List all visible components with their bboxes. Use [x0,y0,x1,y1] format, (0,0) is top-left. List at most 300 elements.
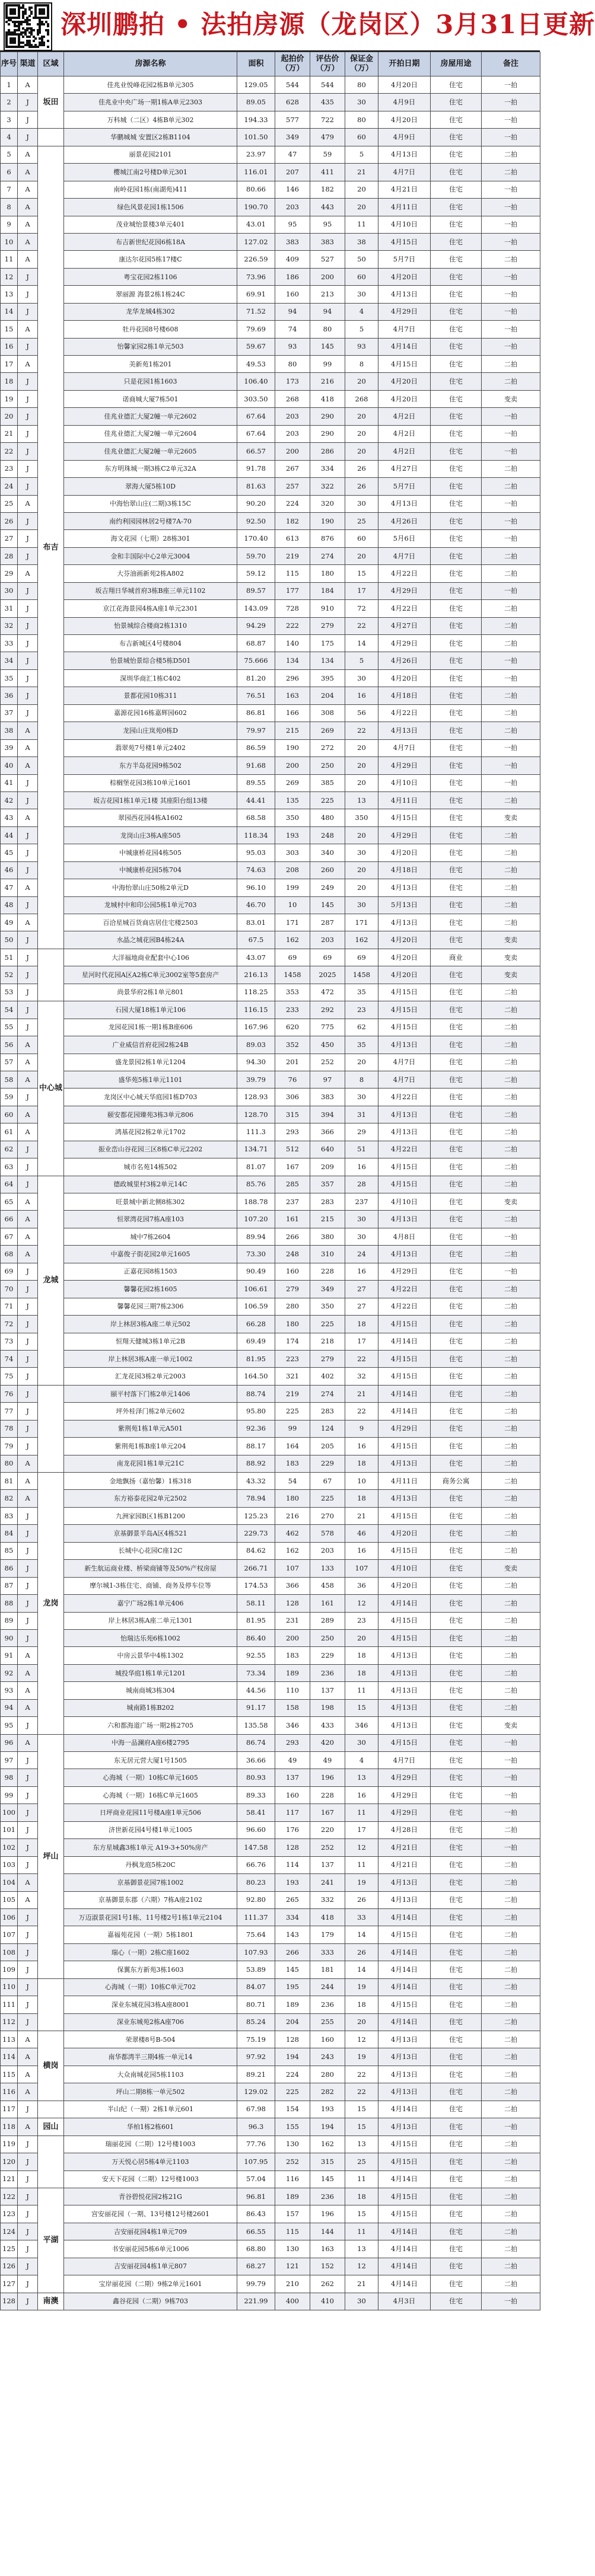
row-seq: 82 [1,1490,18,1507]
row-date: 4月13日 [378,2083,431,2101]
row-estimate: 262 [310,2275,345,2293]
row-date: 4月13日 [378,1664,431,1681]
table-row [1,896,540,914]
row-seq: 54 [1,1001,18,1019]
table-row [1,321,540,338]
row-use: 住宅 [431,1682,482,1699]
row-estimate: 333 [310,1943,345,1961]
row-channel: A [18,321,38,338]
row-note: 二拍 [482,1123,540,1141]
row-area: 67.5 [237,931,275,949]
row-area: 107.93 [237,1943,275,1961]
row-note: 二拍 [482,2136,540,2153]
row-date: 4月10日 [378,1560,431,1577]
row-estimate: 152 [310,2258,345,2275]
row-deposit: 36 [345,1577,378,1594]
row-channel: A [18,216,38,233]
row-area: 90.49 [237,1263,275,1280]
row-name: 百洽星城百货商店居住宅楼2503 [64,914,237,931]
table-row [1,652,540,669]
row-date: 4月13日 [378,1891,431,1908]
row-deposit: 20 [345,826,378,844]
row-name: 半山纪（一期）2栋1单元601 [64,2101,237,2118]
row-name: 青谷碧悦花园2栋21G [64,2188,237,2205]
row-name: 旺景城中新北侧8栋302 [64,1193,237,1211]
table-row [1,76,540,94]
row-deposit: 30 [345,286,378,303]
row-date: 4月15日 [378,1926,431,1943]
row-start-price: 409 [275,251,310,268]
row-start-price: 199 [275,879,310,896]
row-area: 80.93 [237,1769,275,1786]
row-seq: 128 [1,2293,18,2310]
table-row [1,1961,540,1978]
row-date: 4月21日 [378,1856,431,1873]
row-seq: 97 [1,1752,18,1769]
row-name: 诺商城大厦7栋501 [64,390,237,407]
row-area: 106.61 [237,1281,275,1298]
row-seq: 71 [1,1298,18,1315]
row-start-price: 157 [275,2205,310,2223]
row-deposit: 11 [345,1804,378,1821]
row-start-price: 146 [275,181,310,198]
row-use: 住宅 [431,1246,482,1263]
row-channel: J [18,1804,38,1821]
row-start-price: 613 [275,530,310,547]
row-use: 住宅 [431,1926,482,1943]
table-row [1,600,540,617]
row-use: 住宅 [431,687,482,704]
row-name: 万天悦心居5栋4单元1103 [64,2153,237,2170]
row-channel: J [18,443,38,460]
row-seq: 5 [1,146,18,163]
row-estimate: 332 [310,1891,345,1908]
table-row [1,356,540,373]
row-start-price: 94 [275,303,310,320]
row-use: 住宅 [431,2205,482,2223]
row-channel: A [18,2066,38,2083]
row-start-price: 193 [275,1874,310,1891]
row-channel: J [18,1420,38,1437]
row-estimate: 229 [310,1647,345,1664]
row-use: 住宅 [431,199,482,216]
row-estimate: 876 [310,530,345,547]
row-use: 住宅 [431,2031,482,2048]
table-row [1,1071,540,1088]
row-area: 226.59 [237,251,275,268]
row-area: 59.67 [237,338,275,355]
row-name: 保翼东方新苑3栋1603 [64,1961,237,1978]
row-start-price: 203 [275,199,310,216]
row-note: 二拍 [482,547,540,564]
row-estimate: 243 [310,2048,345,2066]
row-start-price: 74 [275,321,310,338]
row-channel: J [18,478,38,495]
table-row [1,2205,540,2223]
row-start-price: 269 [275,774,310,791]
row-name: 深业东城苑2栋A座706 [64,2013,237,2031]
row-seq: 109 [1,1961,18,1978]
row-deposit: 20 [345,181,378,198]
table-row [1,251,540,268]
row-date: 4月22日 [378,600,431,617]
row-use: 住宅 [431,2170,482,2188]
row-date: 4月13日 [378,1717,431,1734]
row-seq: 49 [1,914,18,931]
row-use: 住宅 [431,1298,482,1315]
row-seq: 60 [1,1106,18,1123]
row-channel: A [18,565,38,582]
row-name: 汇龙花园3栋2单元2003 [64,1368,237,1385]
table-row [1,1350,540,1367]
row-use: 住宅 [431,1089,482,1106]
row-seq: 42 [1,791,18,809]
row-use: 住宅 [431,896,482,914]
row-name: 中房云景华中4栋1302 [64,1647,237,1664]
row-deposit: 5 [345,146,378,163]
row-channel: J [18,704,38,722]
row-start-price: 145 [275,1961,310,1978]
row-start-price: 577 [275,111,310,128]
row-deposit: 21 [345,1507,378,1524]
row-start-price: 183 [275,1455,310,1472]
row-seq: 98 [1,1769,18,1786]
row-use: 商务公寓 [431,1473,482,1490]
row-name: 万迈淑景花园1号1栋、11号楼2号1栋1单元2104 [64,1908,237,1926]
row-note: 二拍 [482,2031,540,2048]
row-area: 95.80 [237,1403,275,1420]
row-estimate: 283 [310,1193,345,1211]
row-note: 二拍 [482,1385,540,1402]
row-use: 住宅 [431,1403,482,1420]
row-name: 中海怡翠山庄50栋2单元D [64,879,237,896]
row-date: 4月29日 [378,1786,431,1803]
row-channel: J [18,2293,38,2310]
row-note: 一拍 [482,495,540,512]
row-channel: J [18,338,38,355]
row-name: 佳兆业悦峰花园2栋B单元305 [64,76,237,94]
table-row [1,2240,540,2258]
row-start-price: 219 [275,547,310,564]
row-note: 二拍 [482,984,540,1001]
row-deposit: 11 [345,2223,378,2240]
row-channel: A [18,757,38,774]
row-estimate: 220 [310,1821,345,1838]
row-channel: A [18,146,38,163]
row-channel: A [18,1455,38,1472]
row-seq: 37 [1,704,18,722]
row-use: 住宅 [431,826,482,844]
row-date: 4月29日 [378,303,431,320]
row-date: 4月11日 [378,1473,431,1490]
row-deposit: 21 [345,2275,378,2293]
row-use: 住宅 [431,1176,482,1193]
table-row [1,2013,540,2031]
row-channel: A [18,164,38,181]
row-note: 二拍 [482,2153,540,2170]
row-note: 二拍 [482,251,540,268]
row-estimate: 479 [310,129,345,146]
row-area: 143.09 [237,600,275,617]
row-seq: 69 [1,1263,18,1280]
row-district: 平湖 [38,2188,64,2293]
row-use: 住宅 [431,1978,482,1996]
row-deposit: 51 [345,1141,378,1158]
row-estimate: 69 [310,949,345,966]
row-date: 4月10日 [378,1193,431,1211]
row-use: 住宅 [431,600,482,617]
row-use: 住宅 [431,2136,482,2153]
row-channel: J [18,512,38,529]
row-use: 住宅 [431,2083,482,2101]
row-note: 二拍 [482,826,540,844]
row-date: 4月13日 [378,1036,431,1054]
row-channel: J [18,1943,38,1961]
row-use: 住宅 [431,460,482,477]
row-date: 4月13日 [378,1647,431,1664]
row-note: 一拍 [482,1839,540,1856]
row-channel: J [18,791,38,809]
col-header-deposit: 保证金（万） [345,52,378,76]
row-use: 住宅 [431,704,482,722]
row-channel: A [18,1246,38,1263]
row-seq: 87 [1,1577,18,1594]
row-date: 4月15日 [378,2153,431,2170]
row-note: 一拍 [482,129,540,146]
row-date: 4月13日 [378,1682,431,1699]
row-seq: 45 [1,844,18,861]
row-deposit: 16 [345,687,378,704]
row-channel: J [18,111,38,128]
row-estimate: 162 [310,2136,345,2153]
row-seq: 22 [1,443,18,460]
row-note: 一拍 [482,1769,540,1786]
row-use: 住宅 [431,1595,482,1612]
table-row [1,129,540,146]
row-deposit: 17 [345,1821,378,1838]
row-use: 住宅 [431,2240,482,2258]
row-estimate: 244 [310,1978,345,1996]
table-row [1,1926,540,1943]
col-header-channel: 渠道 [18,52,38,76]
row-note: 二拍 [482,1978,540,1996]
row-channel: J [18,984,38,1001]
row-channel: J [18,94,38,111]
row-name: 海文花园（七期）28栋301 [64,530,237,547]
row-estimate: 145 [310,896,345,914]
row-deposit: 25 [345,2153,378,2170]
row-date: 4月14日 [378,1908,431,1926]
row-channel: J [18,1438,38,1455]
row-estimate: 97 [310,1071,345,1088]
row-note: 一拍 [482,76,540,94]
table-row [1,1839,540,1856]
row-start-price: 400 [275,2293,310,2310]
row-deposit: 1458 [345,966,378,984]
row-name: 深圳华商汇1栋C402 [64,669,237,687]
row-estimate: 402 [310,1368,345,1385]
row-channel: J [18,600,38,617]
row-area: 67.64 [237,425,275,442]
row-start-price: 130 [275,2240,310,2258]
row-area: 58.11 [237,1595,275,1612]
row-start-price: 225 [275,1403,310,1420]
table-row [1,1036,540,1054]
row-use: 住宅 [431,1316,482,1333]
row-name: 中城康桥花园4栋505 [64,844,237,861]
row-seq: 76 [1,1385,18,1402]
row-estimate: 181 [310,1961,345,1978]
row-use: 住宅 [431,1943,482,1961]
row-note: 二拍 [482,2275,540,2293]
row-channel: J [18,774,38,791]
row-estimate: 225 [310,791,345,809]
row-start-price: 222 [275,617,310,634]
row-estimate: 248 [310,826,345,844]
row-note: 二拍 [482,1350,540,1367]
row-deposit: 56 [345,704,378,722]
row-use: 住宅 [431,2188,482,2205]
row-name: 恒翔天健城3栋1单元2B [64,1333,237,1350]
row-area: 88.17 [237,1438,275,1455]
row-use: 住宅 [431,1455,482,1472]
row-date: 4月15日 [378,1438,431,1455]
row-area: 43.32 [237,1473,275,1490]
row-seq: 126 [1,2258,18,2275]
row-deposit: 16 [345,1438,378,1455]
row-estimate: 578 [310,1525,345,1542]
row-deposit: 18 [345,1664,378,1681]
row-name: 大芬油画新苑2栋A802 [64,565,237,582]
row-note: 一拍 [482,199,540,216]
row-date: 4月13日 [378,879,431,896]
row-area: 66.28 [237,1316,275,1333]
row-date: 4月13日 [378,2048,431,2066]
row-estimate: 225 [310,1316,345,1333]
row-area: 129.02 [237,2083,275,2101]
row-estimate: 180 [310,565,345,582]
row-deposit: 5 [345,321,378,338]
row-area: 75.19 [237,2031,275,2048]
row-date: 4月7日 [378,547,431,564]
row-deposit: 18 [345,2188,378,2205]
table-row [1,1821,540,1838]
row-area: 75.64 [237,1926,275,1943]
row-note: 二拍 [482,478,540,495]
row-name: 京江花海景园4栋A座1单元2301 [64,600,237,617]
row-estimate: 433 [310,1717,345,1734]
row-name: 佳兆业德汇大厦2幢一单元2605 [64,443,237,460]
row-channel: A [18,181,38,198]
row-area: 80.23 [237,1874,275,1891]
table-row [1,1752,540,1769]
row-name: 日坪商业花园11号楼A座1单元506 [64,1804,237,1821]
row-date: 5月7日 [378,478,431,495]
row-name: 摩尔城1-3栋住宅、商铺、商务及停车位等 [64,1577,237,1594]
row-seq: 123 [1,2205,18,2223]
row-seq: 80 [1,1455,18,1472]
row-seq: 25 [1,495,18,512]
row-name: 万科城（二区）4栋B单元302 [64,111,237,128]
row-name: 安天下花园（二期）12号楼1003 [64,2170,237,2188]
table-row [1,2048,540,2066]
row-estimate: 910 [310,600,345,617]
row-note: 二拍 [482,373,540,390]
row-area: 89.03 [237,1036,275,1054]
row-name: 水晶之城花园B4栋24A [64,931,237,949]
row-use: 住宅 [431,1507,482,1524]
row-channel: A [18,233,38,250]
row-use: 住宅 [431,1158,482,1176]
row-estimate: 340 [310,844,345,861]
row-name: 吉安丽花园4栋1单元807 [64,2258,237,2275]
row-note: 二拍 [482,1821,540,1838]
table-row [1,2083,540,2101]
row-name: 中海一品澜府A座6楼2795 [64,1734,237,1751]
row-channel: A [18,1699,38,1716]
row-start-price: 186 [275,268,310,285]
row-area: 229.73 [237,1525,275,1542]
row-deposit: 15 [345,2205,378,2223]
row-area: 116.15 [237,1001,275,1019]
row-name: 龙园山庄岚苑0栋D [64,722,237,739]
row-use: 住宅 [431,2258,482,2275]
row-note: 二拍 [482,1473,540,1490]
row-note: 一拍 [482,1752,540,1769]
row-name: 城中7栋2604 [64,1228,237,1245]
row-use: 住宅 [431,1333,482,1350]
row-note: 一拍 [482,268,540,285]
row-channel: A [18,2048,38,2066]
row-area: 68.27 [237,2258,275,2275]
row-estimate: 218 [310,1333,345,1350]
row-estimate: 282 [310,2083,345,2101]
row-use: 住宅 [431,1786,482,1803]
row-seq: 127 [1,2275,18,2293]
table-row [1,512,540,529]
row-note: 二拍 [482,1281,540,1298]
row-channel: J [18,303,38,320]
row-channel: J [18,1507,38,1524]
row-note: 二拍 [482,1054,540,1071]
row-use: 住宅 [431,1368,482,1385]
row-seq: 21 [1,425,18,442]
row-deposit: 19 [345,1978,378,1996]
row-area: 96.3 [237,2118,275,2136]
row-note: 二拍 [482,1298,540,1315]
row-estimate: 145 [310,338,345,355]
row-note: 二拍 [482,1019,540,1036]
row-seq: 106 [1,1908,18,1926]
row-area: 81.95 [237,1612,275,1629]
row-deposit: 20 [345,861,378,879]
table-row [1,2170,540,2188]
row-start-price: 155 [275,2118,310,2136]
row-date: 4月14日 [378,1403,431,1420]
row-estimate: 527 [310,251,345,268]
row-channel: A [18,1211,38,1228]
row-deposit: 60 [345,268,378,285]
row-date: 4月15日 [378,2205,431,2223]
row-deposit: 19 [345,2048,378,2066]
table-row [1,1455,540,1472]
row-use: 住宅 [431,2275,482,2293]
row-start-price: 128 [275,1595,310,1612]
row-note: 二拍 [482,1106,540,1123]
row-channel: J [18,286,38,303]
table-row [1,687,540,704]
row-start-price: 233 [275,1001,310,1019]
